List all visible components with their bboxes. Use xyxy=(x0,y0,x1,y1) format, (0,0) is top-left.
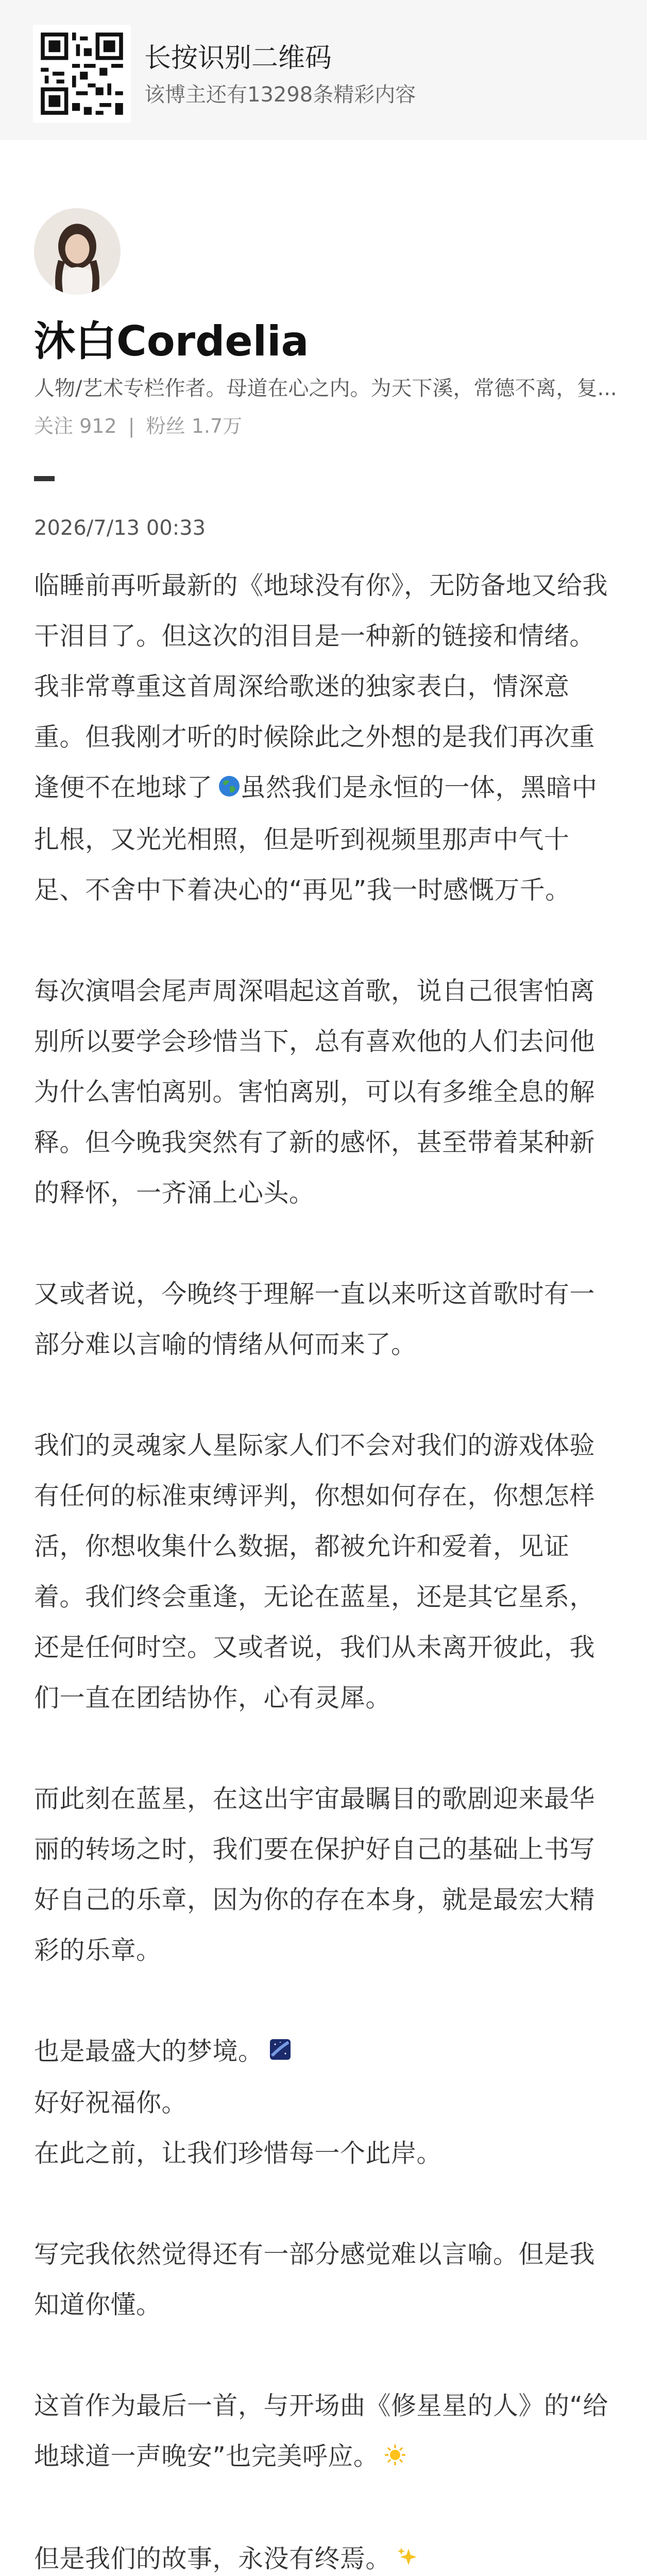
profile-name[interactable]: 沐白Cordelia xyxy=(34,317,309,365)
post-paragraph: 在此之前，让我们珍惜每一个此岸。 xyxy=(34,2139,442,2168)
sparkles-icon xyxy=(396,2535,419,2576)
paragraph-text: 也是最盛大的梦境。 xyxy=(34,2036,264,2066)
follow-label: 关注 xyxy=(34,415,74,437)
post-paragraph xyxy=(34,561,616,916)
profile-bio: 人物/艺术专栏作者。母道在心之内。为天下溪，常德不离，复... xyxy=(34,377,617,400)
stats-divider: | xyxy=(128,415,135,437)
post-paragraph: 而此刻在蓝星，在这出宇宙最瞩目的歌剧迎来最华丽的转场之时，我们要在保护好自己的基础上书写好自己的乐章，因为你的存在本身，就是最宏大精彩的乐章。 xyxy=(34,1784,595,1965)
post-paragraph xyxy=(34,2381,616,2483)
post-paragraph xyxy=(34,2534,616,2576)
banner-title: 长按识别二维码 xyxy=(144,43,332,74)
earth-globe-icon xyxy=(218,764,241,815)
post-paragraph: 又或者说，今晚终于理解一直以来听这首歌时有一部分难以言喻的情绪从何而来了。 xyxy=(34,1279,595,1359)
profile-stats xyxy=(34,410,242,438)
post-paragraph: 写完我依然觉得还有一部分感觉难以言喻。但是我知道你懂。 xyxy=(34,2240,595,2319)
fans-label: 粉丝 xyxy=(146,415,185,437)
top-banner xyxy=(0,0,647,140)
post-paragraph: 好好祝福你。 xyxy=(34,2088,188,2117)
follow-count[interactable]: 912 xyxy=(79,415,117,437)
banner-subtitle: 该博主还有13298条精彩内容 xyxy=(144,83,416,107)
avatar[interactable] xyxy=(34,208,121,295)
paragraph-text: 虽然我们是永恒的一体，黑暗中扎根，又光光相照，但是听到视频里那声中气十足、不舍中下着决心的“再见”我一时感慨万千。 xyxy=(34,773,598,905)
paragraph-text: 临睡前再听最新的《地球没有你》，无防备地又给我干泪目了。但这次的泪目是一种新的链接和情绪。我非常尊重这首周深给歌迷的独家表白，情深意重。但我刚才听的时候除此之外想的是我们再次重逢便不在地球了 xyxy=(34,571,608,802)
milky-way-icon xyxy=(269,2027,292,2078)
fans-count[interactable]: 1.7万 xyxy=(191,415,243,437)
paragraph-text: 这首作为最后一首，与开场曲《修星星的人》的“给地球道一声晚安”也完美呼应。 xyxy=(34,2391,608,2471)
qr-code-icon[interactable] xyxy=(33,25,131,123)
post-paragraph: 我们的灵魂家人星际家人们不会对我们的游戏体验有任何的标准束缚评判，你想如何存在，你想怎样活，你想收集什么数据，都被允许和爱着，见证着。我们终会重逢，无论在蓝星，还是其它星系，还是任何时空。又或者说，我们从未离开彼此，我们一直在团结协作，心有灵犀。 xyxy=(34,1430,595,1713)
sun-icon xyxy=(384,2433,406,2483)
qr-code-graphic xyxy=(33,25,131,123)
post-body xyxy=(34,561,616,2576)
post-paragraph: 每次演唱会尾声周深唱起这首歌，说自己很害怕离别所以要学会珍惜当下，总有喜欢他的人们去问他为什么害怕离别。害怕离别，可以有多维全息的解释。但今晚我突然有了新的感怀，甚至带着某种新的释怀，一齐涌上心头。 xyxy=(34,976,595,1208)
post-date: 2026/7/13 00:33 xyxy=(34,516,206,540)
paragraph-text: 但是我们的故事，永没有终焉。 xyxy=(34,2544,391,2573)
post-paragraph xyxy=(34,2026,616,2078)
avatar-image xyxy=(34,208,121,295)
divider-mark xyxy=(34,476,55,481)
